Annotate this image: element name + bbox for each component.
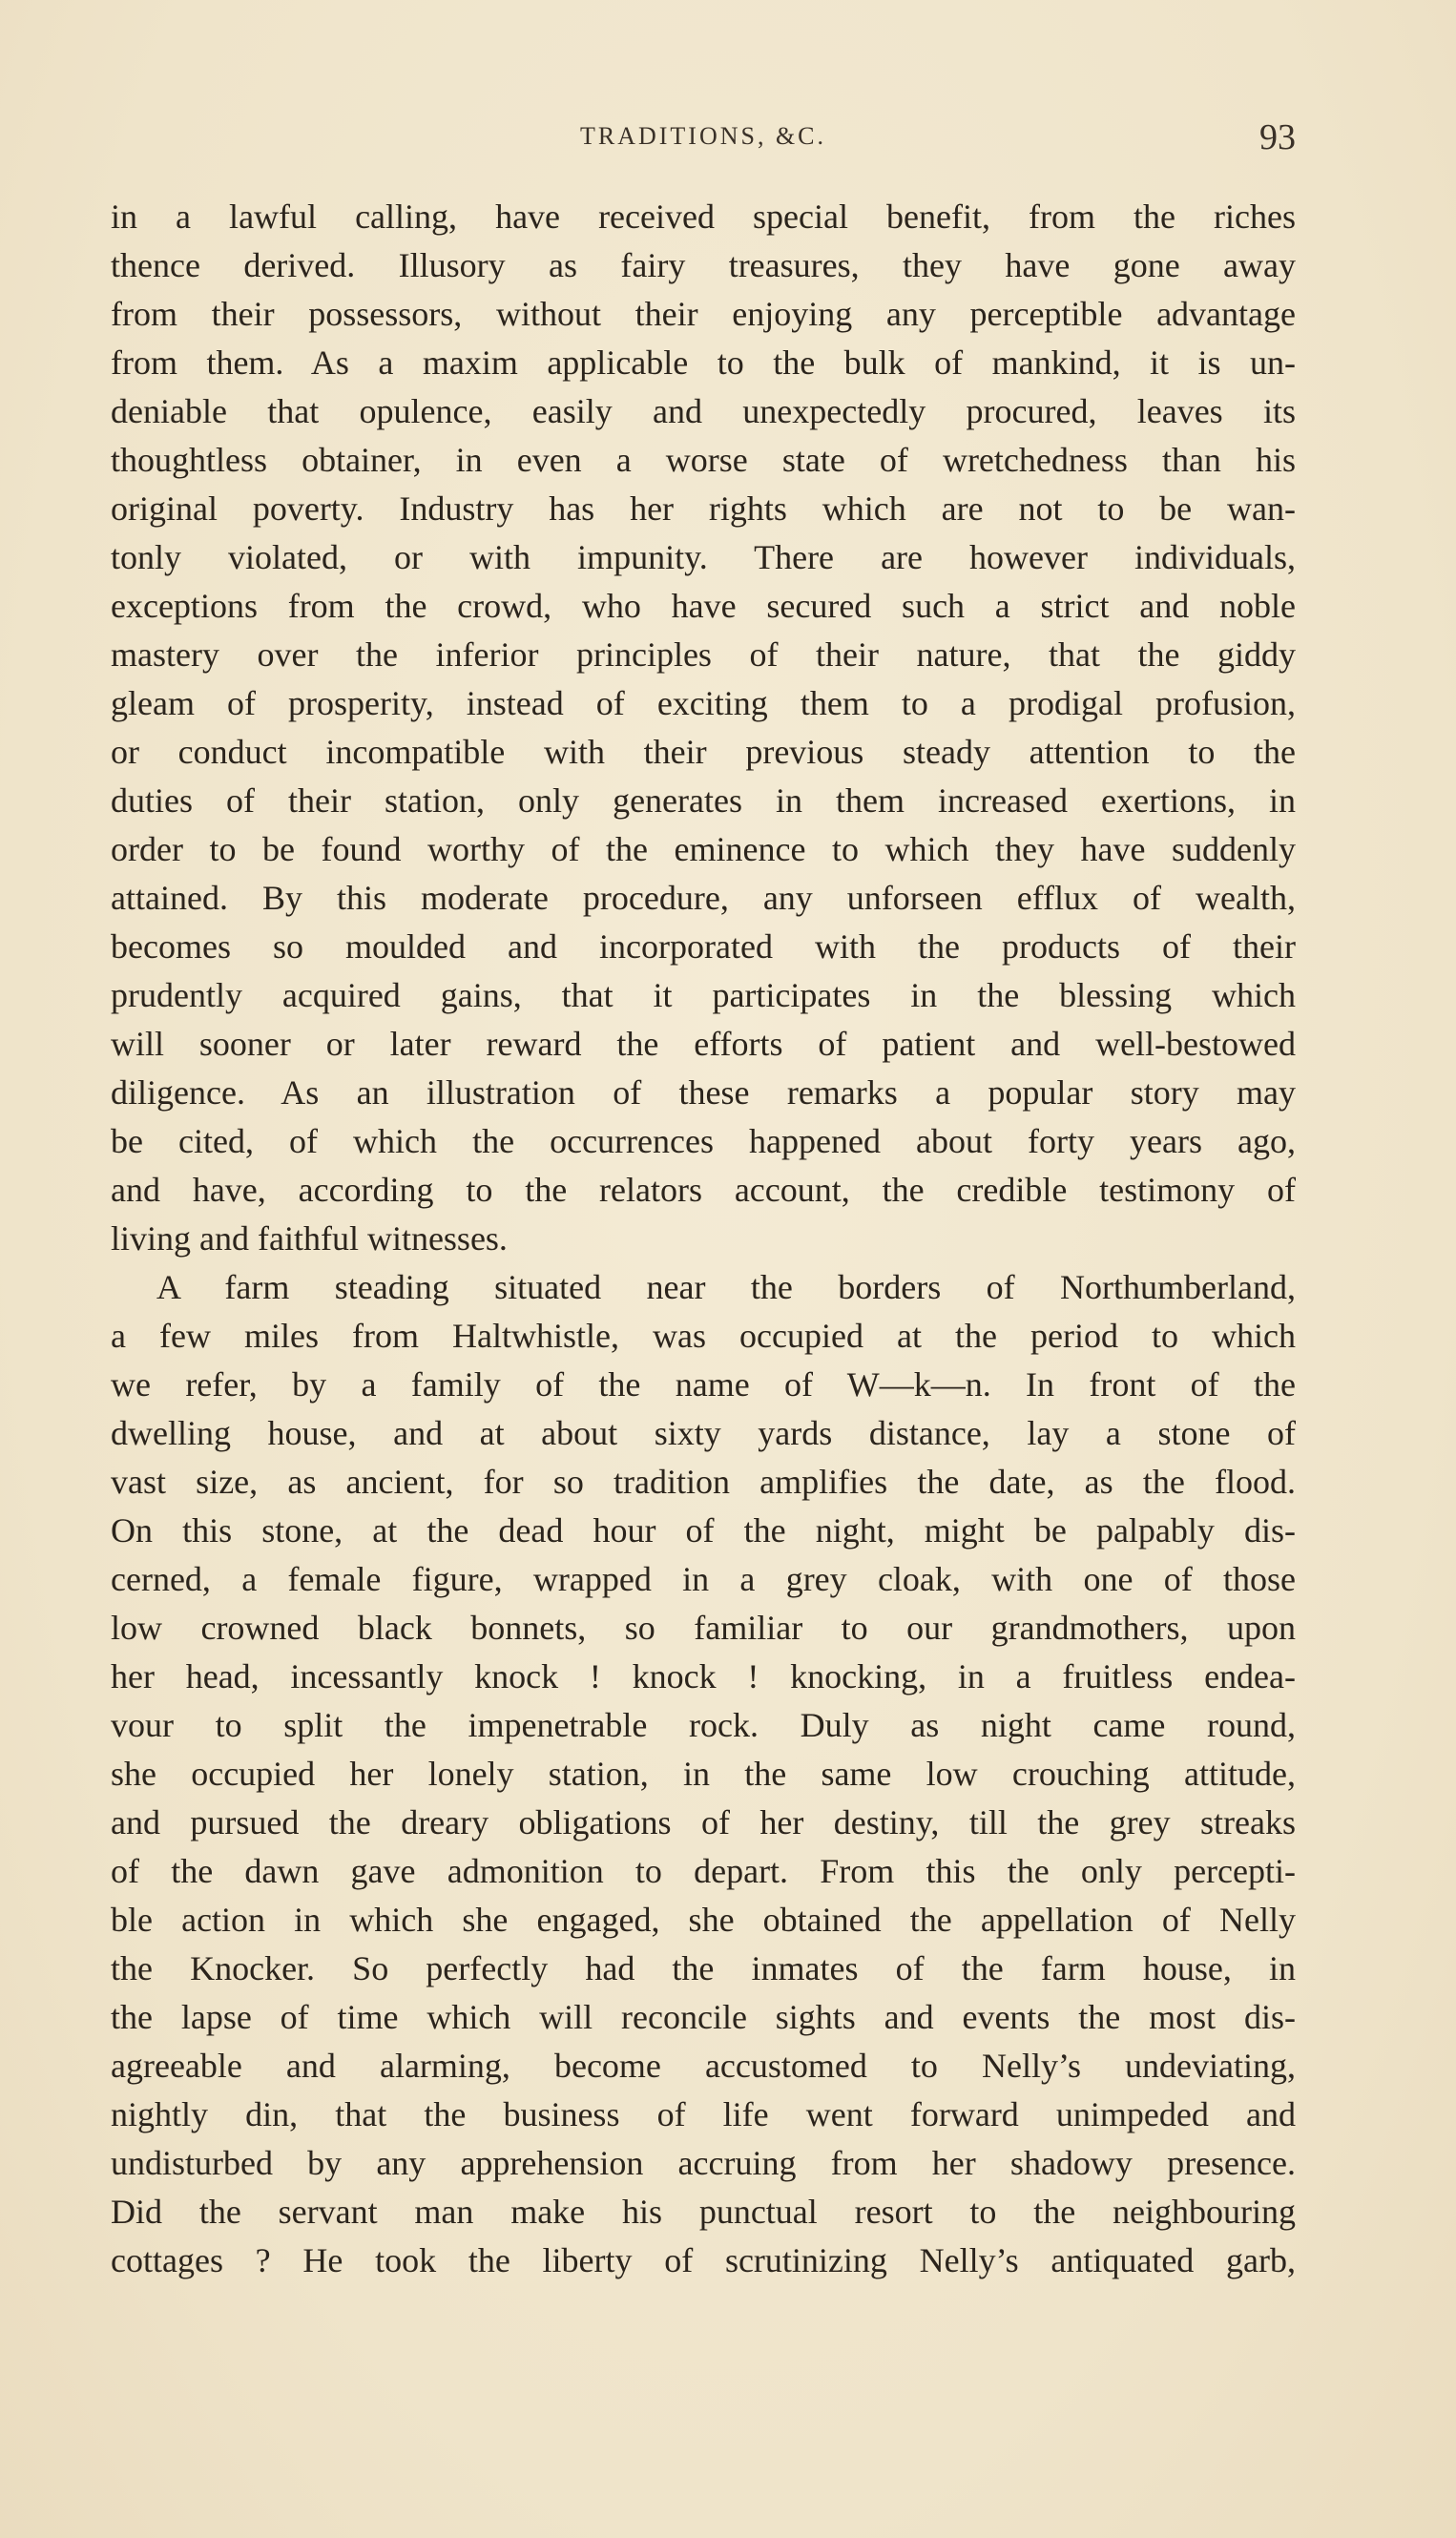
text-line: a few miles from Haltwhistle, was occupied at the period to which	[111, 1317, 1296, 1355]
text-line: or conduct incompatible with their previous steady attention to the	[111, 733, 1296, 771]
text-line: prudently acquired gains, that it participates in the blessing which	[111, 976, 1296, 1014]
paragraph-first-line: A farm steading situated near the borders of Northumberland,	[156, 1268, 1296, 1306]
page-header	[111, 116, 1296, 164]
text-line: of the dawn gave admonition to depart. From this the only percepti-	[111, 1852, 1296, 1890]
text-line: dwelling house, and at about sixty yards distance, lay a stone of	[111, 1414, 1296, 1452]
text-line: agreeable and alarming, become accustomed to Nelly’s undeviating,	[111, 2047, 1296, 2085]
text-line: diligence. As an illustration of these remarks a popular story may	[111, 1073, 1296, 1112]
text-line: ble action in which she engaged, she obtained the appellation of Nelly	[111, 1901, 1296, 1939]
running-title: TRADITIONS, &C.	[579, 122, 827, 150]
text-line: gleam of prosperity, instead of exciting them to a prodigal profusion,	[111, 684, 1296, 722]
text-line: the Knocker. So perfectly had the inmates of the farm house, in	[111, 1949, 1296, 1987]
text-line: undisturbed by any apprehension accruing from her shadowy presence.	[111, 2144, 1296, 2182]
paragraph-last-line: living and faithful witnesses.	[111, 1219, 508, 1258]
text-line: she occupied her lonely station, in the same low crouching attitude,	[111, 1755, 1296, 1793]
text-line: order to be found worthy of the eminence to which they have suddenly	[111, 830, 1296, 868]
text-line: exceptions from the crowd, who have secured such a strict and noble	[111, 587, 1296, 625]
text-line: the lapse of time which will reconcile sights and events the most dis-	[111, 1998, 1296, 2036]
text-line: and have, according to the relators account, the credible testimony of	[111, 1171, 1296, 1209]
text-line: and pursued the dreary obligations of her destiny, till the grey streaks	[111, 1803, 1296, 1841]
text-line: mastery over the inferior principles of their nature, that the giddy	[111, 635, 1296, 674]
body-text	[111, 193, 1296, 2285]
text-line: vour to split the impenetrable rock. Duly as night came round,	[111, 1706, 1296, 1744]
text-line: her head, incessantly knock ! knock ! knocking, in a fruitless endea-	[111, 1657, 1296, 1695]
text-line: from them. As a maxim applicable to the bulk of mankind, it is un-	[111, 343, 1296, 382]
text-line: thoughtless obtainer, in even a worse state of wretchedness than his	[111, 441, 1296, 479]
text-line: tonly violated, or with impunity. There are however individuals,	[111, 538, 1296, 576]
text-line: we refer, by a family of the name of W—k—n. In front of the	[111, 1365, 1296, 1404]
text-line: On this stone, at the dead hour of the night, might be palpably dis-	[111, 1511, 1296, 1550]
text-line: deniable that opulence, easily and unexpectedly procured, leaves its	[111, 392, 1296, 430]
text-line: attained. By this moderate procedure, any unforseen efflux of wealth,	[111, 879, 1296, 917]
text-line: be cited, of which the occurrences happened about forty years ago,	[111, 1122, 1296, 1160]
text-line: from their possessors, without their enjoying any perceptible advantage	[111, 295, 1296, 333]
text-line: vast size, as ancient, for so tradition amplifies the date, as the flood.	[111, 1463, 1296, 1501]
text-line: cerned, a female figure, wrapped in a grey cloak, with one of those	[111, 1560, 1296, 1598]
text-line: cottages ? He took the liberty of scrutinizing Nelly’s antiquated garb,	[111, 2241, 1296, 2279]
text-line: in a lawful calling, have received special benefit, from the riches	[111, 198, 1296, 236]
text-line: low crowned black bonnets, so familiar to our grandmothers, upon	[111, 1609, 1296, 1647]
page-number: 93	[1259, 117, 1296, 157]
text-line: becomes so moulded and incorporated with the products of their	[111, 927, 1296, 966]
text-line: Did the servant man make his punctual resort to the neighbouring	[111, 2193, 1296, 2231]
text-line: original poverty. Industry has her rights which are not to be wan-	[111, 489, 1296, 528]
text-line: nightly din, that the business of life went forward unimpeded and	[111, 2095, 1296, 2133]
text-line: duties of their station, only generates in them increased exertions, in	[111, 781, 1296, 820]
text-line: thence derived. Illusory as fairy treasures, they have gone away	[111, 246, 1296, 284]
text-line: will sooner or later reward the efforts of patient and well-bestowed	[111, 1025, 1296, 1063]
